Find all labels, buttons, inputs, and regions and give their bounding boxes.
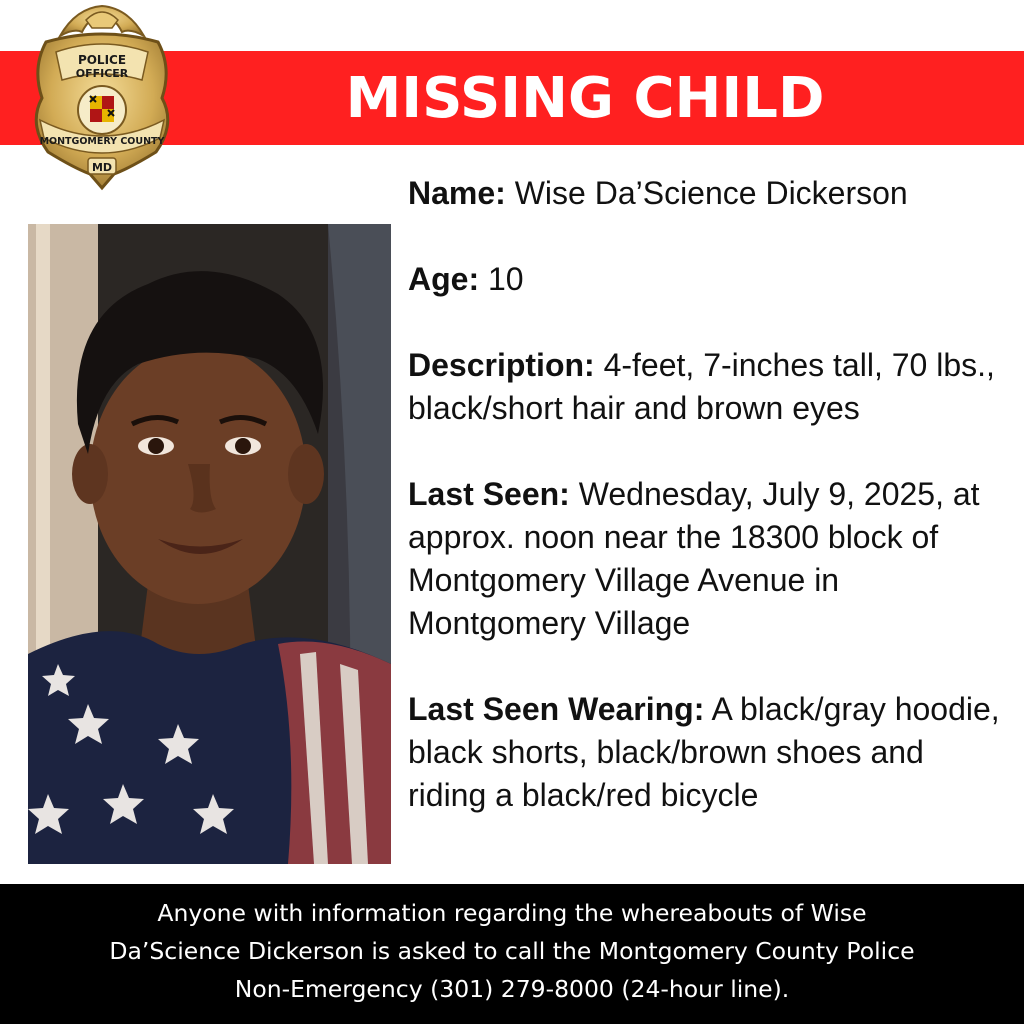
svg-text:MD: MD: [91, 161, 113, 174]
footer-line: Non-Emergency (301) 279-8000 (24-hour line).: [234, 975, 790, 1003]
footer-line: Anyone with information regarding the whereabouts of Wise: [157, 899, 867, 927]
police-badge-icon: [26, 2, 178, 192]
age-value: 10: [488, 261, 524, 297]
child-photo: [28, 224, 391, 864]
page-title: MISSING CHILD: [345, 66, 825, 131]
age-field: [408, 258, 1008, 301]
last-seen-wearing-field: [408, 688, 1008, 817]
age-label: Age:: [408, 261, 480, 297]
svg-text:OFFICER: OFFICER: [75, 67, 129, 80]
last-seen-value: Wednesday, July 9, 2025, at approx. noon near the 18300 block of Montgomery Village Avenue in Montgomery Village: [408, 476, 980, 641]
name-field: [408, 172, 1008, 215]
last-seen-field: [408, 473, 1008, 645]
description-label: Description:: [408, 347, 595, 383]
description-value: 4-feet, 7-inches tall, 70 lbs., black/short hair and brown eyes: [408, 347, 995, 426]
name-value: Wise Da’Science Dickerson: [514, 175, 908, 211]
child-details: [408, 172, 1008, 860]
description-field: [408, 344, 1008, 430]
contact-footer: [0, 884, 1024, 1024]
last-seen-label: Last Seen:: [408, 476, 570, 512]
svg-text:POLICE: POLICE: [77, 53, 127, 67]
name-label: Name:: [408, 175, 506, 211]
footer-line: Da’Science Dickerson is asked to call the Montgomery County Police: [109, 937, 915, 965]
last-seen-wearing-label: Last Seen Wearing:: [408, 691, 705, 727]
child-photo-illustration: [28, 224, 391, 864]
svg-text:MONTGOMERY COUNTY: MONTGOMERY COUNTY: [39, 136, 165, 147]
last-seen-wearing-value: A black/gray hoodie, black shorts, black/brown shoes and riding a black/red bicycle: [408, 691, 1000, 813]
